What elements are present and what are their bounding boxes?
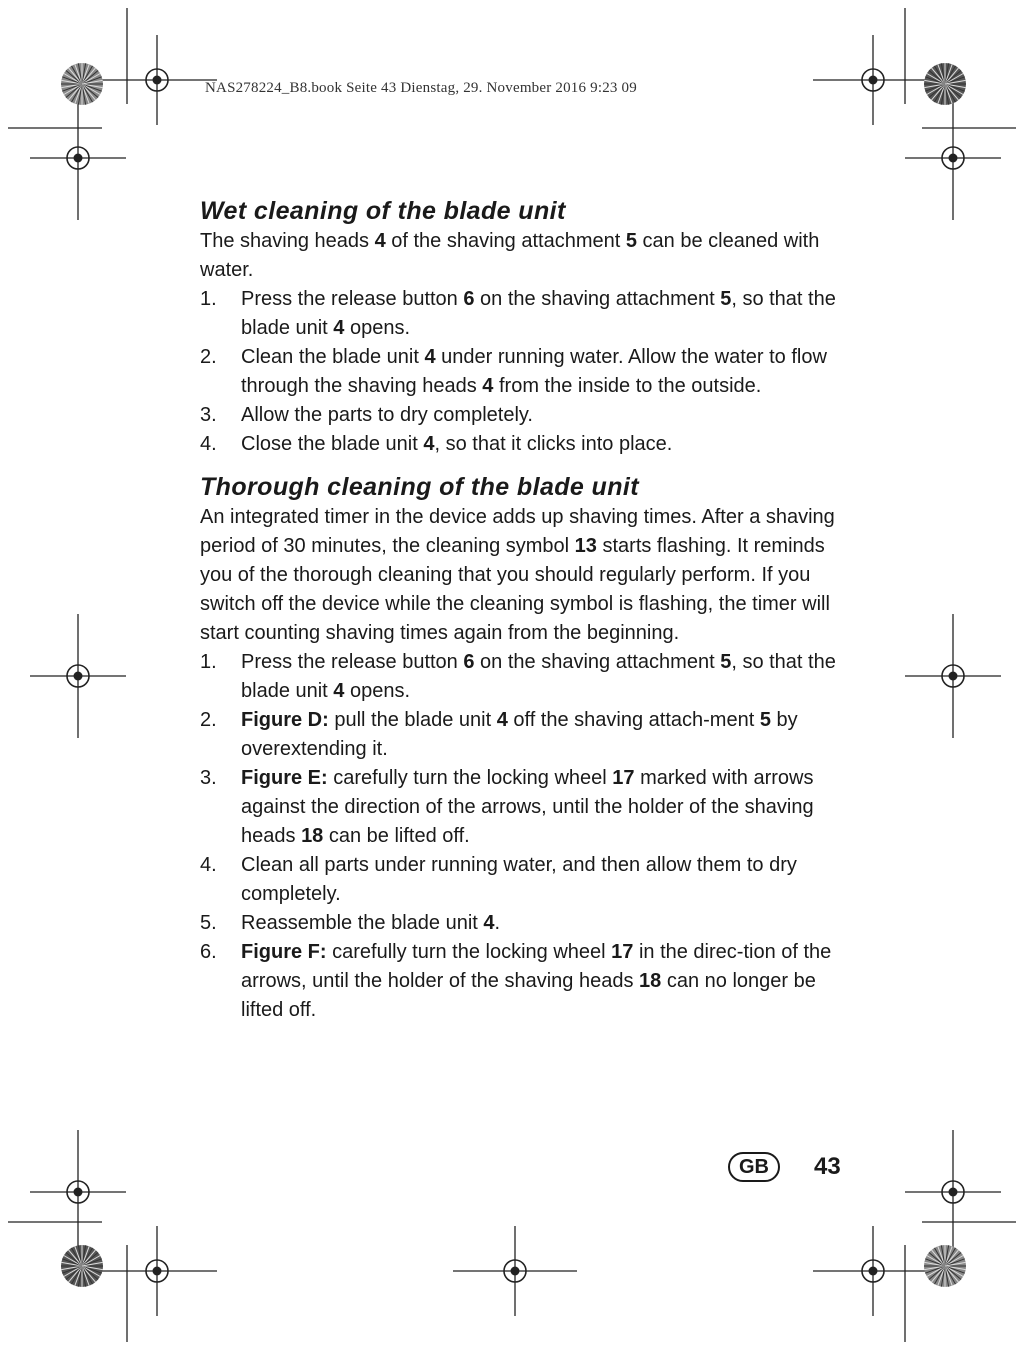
step-number: 3. xyxy=(200,767,217,789)
page-content xyxy=(200,195,855,1025)
text-run: Clean all parts under running water, and then allow them to dry completely. xyxy=(241,854,797,905)
step-number: 4. xyxy=(200,433,217,455)
registration-dot xyxy=(511,1267,520,1276)
color-star-icon xyxy=(924,63,966,105)
step-text xyxy=(241,404,533,426)
list-item xyxy=(200,343,855,401)
color-star-icon xyxy=(61,1245,103,1287)
registration-dot xyxy=(869,1267,878,1276)
text-run: The shaving heads xyxy=(200,230,375,252)
text-run: Reassemble the blade unit xyxy=(241,912,484,934)
bold-reference: 4 xyxy=(496,709,508,731)
bold-reference: 17 xyxy=(611,941,634,963)
text-run: off the shaving attach-ment xyxy=(507,709,760,731)
list-item xyxy=(200,938,855,1025)
text-run: carefully turn the locking wheel xyxy=(327,767,613,789)
bold-reference: 13 xyxy=(574,535,597,557)
step-number: 2. xyxy=(200,346,217,368)
list-item xyxy=(200,764,855,851)
list-item xyxy=(200,430,855,459)
step-number: 4. xyxy=(200,854,217,876)
registration-dot xyxy=(74,672,83,681)
text-run: starts flashing. It reminds you of the thorough cleaning that you should regularly perform. If you switch off the device while the cleaning symbol is flashing, the timer will start counting shaving times again from the beginning. xyxy=(200,535,830,644)
step-number: 3. xyxy=(200,404,217,426)
step-number: 5. xyxy=(200,912,217,934)
step-number: 1. xyxy=(200,288,217,310)
text-run: on the shaving attachment xyxy=(474,288,721,310)
bold-reference: 4 xyxy=(374,230,386,252)
text-run: Close the blade unit xyxy=(241,433,424,455)
registration-dot xyxy=(949,672,958,681)
bold-reference: Figure E: xyxy=(241,767,328,789)
step-number: 1. xyxy=(200,651,217,673)
bold-reference: 5 xyxy=(759,709,771,731)
registration-dot xyxy=(153,76,162,85)
step-text xyxy=(241,433,672,455)
print-header: NAS278224_B8.book Seite 43 Dienstag, 29. November 2016 9:23 09 xyxy=(205,80,637,96)
text-run: can be cleaned with water. xyxy=(200,230,820,281)
section-title: Thorough cleaning of the blade unit xyxy=(200,473,639,501)
text-run: from the inside to the outside. xyxy=(493,375,762,397)
text-run: Allow the parts to dry completely. xyxy=(241,404,533,426)
bold-reference: 5 xyxy=(720,288,732,310)
text-run: Press the release button xyxy=(241,651,464,673)
registration-dot xyxy=(869,76,878,85)
text-run: can no longer be lifted off. xyxy=(241,970,816,1021)
bold-reference: 17 xyxy=(612,767,635,789)
text-run: Clean the blade unit xyxy=(241,346,425,368)
text-run: Press the release button xyxy=(241,288,464,310)
text-run: pull the blade unit xyxy=(328,709,497,731)
text-run: by overextending it. xyxy=(241,709,798,760)
page-footer xyxy=(728,1150,841,1184)
list-item xyxy=(200,401,855,430)
step-text xyxy=(241,941,831,1021)
text-run: . xyxy=(494,912,501,934)
text-run: can be lifted off. xyxy=(323,825,470,847)
bold-reference: 18 xyxy=(301,825,324,847)
bold-reference: 4 xyxy=(333,680,345,702)
text-run: , so that the blade unit xyxy=(241,651,836,702)
section-intro xyxy=(200,227,855,285)
step-text xyxy=(241,651,836,702)
color-star-icon xyxy=(61,63,103,105)
bold-reference: 4 xyxy=(424,346,436,368)
text-run: opens. xyxy=(344,680,411,702)
bold-reference: Figure D: xyxy=(241,709,329,731)
page-number: 43 xyxy=(814,1153,841,1180)
registration-dot xyxy=(153,1267,162,1276)
color-star-icon xyxy=(924,1245,966,1287)
text-run: opens. xyxy=(344,317,411,339)
bold-reference: 5 xyxy=(625,230,637,252)
steps-list xyxy=(200,285,855,459)
registration-dot xyxy=(74,154,83,163)
language-badge: GB xyxy=(728,1152,780,1182)
list-item xyxy=(200,648,855,706)
bold-reference: 4 xyxy=(333,317,345,339)
list-item xyxy=(200,706,855,764)
step-text xyxy=(241,912,500,934)
registration-dot xyxy=(74,1188,83,1197)
text-run: An integrated timer in the device adds up shaving times. After a shaving period of 30 minutes, the cleaning symbol xyxy=(200,506,835,557)
section-intro xyxy=(200,503,855,648)
step-text xyxy=(241,288,836,339)
registration-dot xyxy=(949,1188,958,1197)
bold-reference: 6 xyxy=(463,288,475,310)
text-run: , so that it clicks into place. xyxy=(434,433,673,455)
step-text xyxy=(241,767,814,847)
step-text xyxy=(241,346,827,397)
text-run: carefully turn the locking wheel xyxy=(326,941,612,963)
steps-list xyxy=(200,648,855,1025)
text-run: under running water. Allow the water to flow through the shaving heads xyxy=(241,346,827,397)
bold-reference: 6 xyxy=(463,651,475,673)
step-text xyxy=(241,709,798,760)
bold-reference: 4 xyxy=(482,375,494,397)
bold-reference: 4 xyxy=(423,433,435,455)
text-run: marked with arrows against the direction of the arrows, until the holder of the shaving heads xyxy=(241,767,814,847)
text-run: in the direc-tion of the arrows, until the holder of the shaving heads xyxy=(241,941,832,992)
section-thorough-cleaning xyxy=(200,471,855,1025)
list-item xyxy=(200,909,855,938)
step-number: 6. xyxy=(200,941,217,963)
bold-reference: Figure F: xyxy=(241,941,327,963)
text-run: of the shaving attachment xyxy=(385,230,626,252)
bold-reference: 4 xyxy=(483,912,495,934)
list-item xyxy=(200,285,855,343)
section-wet-cleaning xyxy=(200,195,855,459)
bold-reference: 18 xyxy=(639,970,662,992)
text-run: on the shaving attachment xyxy=(474,651,721,673)
section-title: Wet cleaning of the blade unit xyxy=(200,197,566,225)
bold-reference: 5 xyxy=(720,651,732,673)
text-run: , so that the blade unit xyxy=(241,288,836,339)
registration-dot xyxy=(949,154,958,163)
step-number: 2. xyxy=(200,709,217,731)
list-item xyxy=(200,851,855,909)
step-text xyxy=(241,854,797,905)
